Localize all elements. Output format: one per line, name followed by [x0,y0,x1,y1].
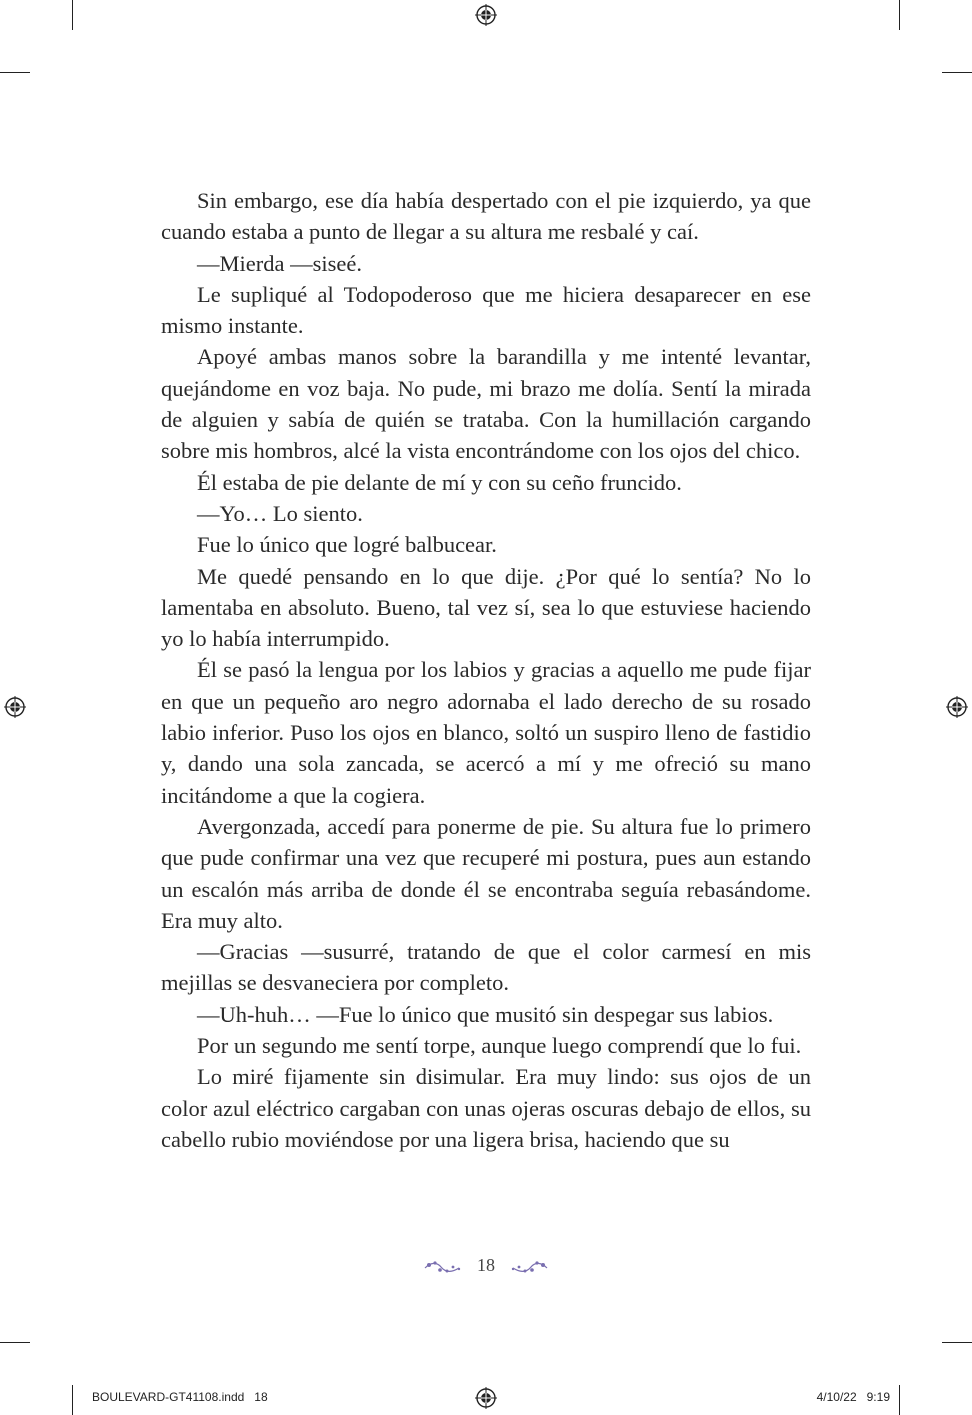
crop-mark-top-left-horizontal [0,72,30,73]
paragraph: Lo miré fijamente sin disimular. Era muy lindo: sus ojos de un color azul eléctrico cargaban con unas ojeras oscuras debajo de ellos, su cabello rubio moviéndose por una ligera brisa, haciendo que su [161,1064,811,1152]
crop-mark-top-left-vertical [72,0,73,30]
crop-mark-bottom-right-vertical [899,1385,900,1415]
body-text [161,185,811,1155]
page-number: 18 [477,1255,495,1275]
paragraph: Apoyé ambas manos sobre la barandilla y me intenté levantar, quejándome en voz baja. No pude, mi brazo me dolía. Sentí la mirada de alguien y sabía de quién se trataba. Con la humillación cargando sobre mis hombros, alcé la vista encontrándome con los ojos del chico. [161,344,811,464]
crop-mark-bottom-right-horizontal [942,1342,972,1343]
crop-mark-bottom-left-vertical [72,1385,73,1415]
paragraph: Le supliqué al Todopoderoso que me hiciera desaparecer en ese mismo instante. [161,281,811,339]
registration-mark-icon [475,1387,497,1409]
paragraph: Por un segundo me sentí torpe, aunque luego comprendí que lo fui. [197,1033,802,1059]
registration-mark-icon [475,4,497,26]
paragraph: —Yo… Lo siento. [197,500,363,526]
paragraph: —Gracias —susurré, tratando de que el color carmesí en mis mejillas se desvaneciera por completo. [161,939,811,996]
slug-file-name: BOULEVARD-GT41108.indd 18 [92,1390,268,1404]
paragraph: Él se pasó la lengua por los labios y gracias a aquello me pude fijar en que un pequeño aro negro adornaba el lado derecho de su rosado labio inferior. Puso los ojos en blanco, soltó un suspiro lleno de fastidio y, dando una sola zancada, se acercó a mí y me ofreció su mano incitándome a que la cogiera. [161,657,811,808]
paragraph: Sin embargo, ese día había despertado con el pie izquierdo, ya que cuando estaba a punto de llegar a su altura me resbalé y caí. [161,188,811,245]
paragraph: Él estaba de pie delante de mí y con su ceño fruncido. [197,469,682,495]
paragraph: Fue lo único que logré balbucear. [197,532,497,558]
crop-mark-top-right-horizontal [942,72,972,73]
registration-mark-icon [946,696,968,718]
paragraph: —Uh-huh… —Fue lo único que musitó sin despegar sus labios. [197,1001,774,1027]
slug-date: 4/10/22 9:19 [816,1390,890,1404]
registration-mark-icon [4,696,26,718]
paragraph: —Mierda —siseé. [197,250,362,276]
floral-ornament-icon [509,1258,549,1278]
paragraph: Me quedé pensando en lo que dije. ¿Por qué lo sentía? No lo lamentaba en absoluto. Bueno, tal vez sí, sea lo que estuviese haciendo yo lo había interrumpido. [161,563,811,652]
paragraph: Avergonzada, accedí para ponerme de pie. Su altura fue lo primero que pude confirmar una vez que recuperé mi postura, pues aun estando un escalón más arriba de donde él se encontraba seguía rebasándome. Era muy alto. [161,813,811,933]
crop-mark-bottom-left-horizontal [0,1342,30,1343]
crop-mark-top-right-vertical [899,0,900,30]
